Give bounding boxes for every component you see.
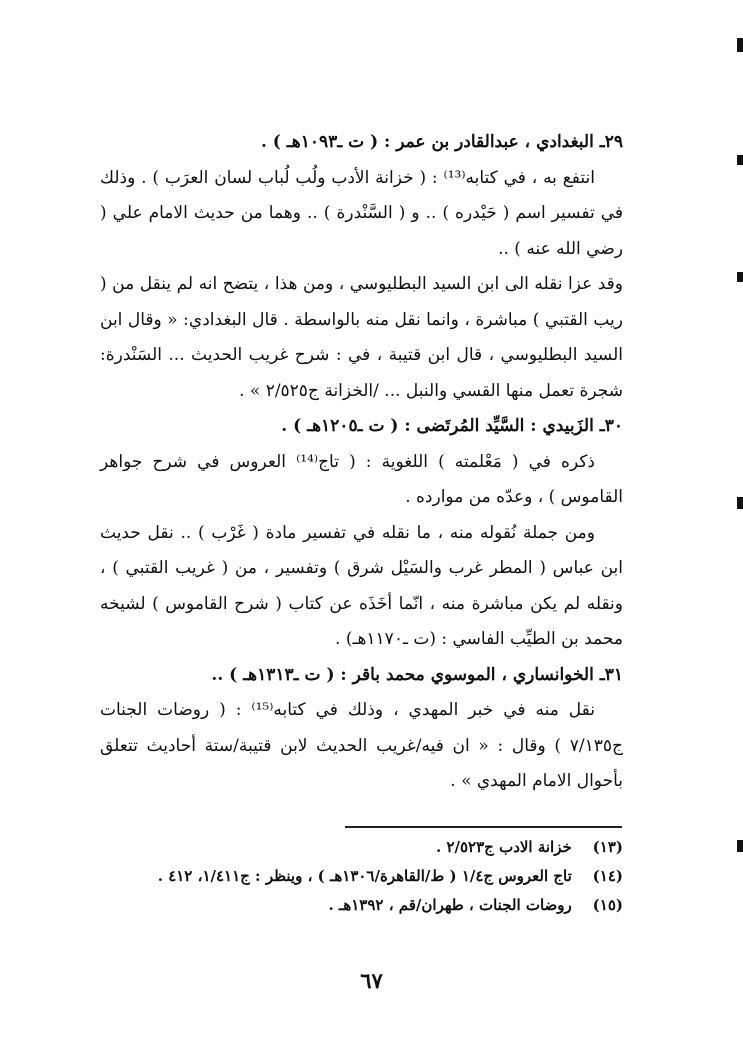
entry-30	[100, 409, 623, 658]
footnote-number: (١٣)	[592, 838, 623, 856]
footnotes	[100, 834, 623, 921]
entry-heading: ٣١ـ الخوانساري ، الموسوي محمد باقر : ( ت ـ١٣١٣هـ ) ..	[211, 664, 623, 685]
footnote-text: روضات الجنات ، طهران/قم ، ١٣٩٢هـ .	[328, 896, 572, 914]
footnote-text: تاج العروس ج١/٤ ( ط/القاهرة/١٣٠٦هـ ) ، وينظر : ج١/٤١١، ٤١٢ .	[157, 867, 572, 885]
footnote-text: خزانة الادب ج٢/٥٢٣ .	[436, 838, 572, 856]
footnote-number: (١٤)	[592, 867, 623, 885]
scan-edge-mark	[737, 840, 743, 852]
footnote-14	[100, 863, 623, 890]
footnote-13	[100, 834, 623, 861]
entry-paragraph: ومن جملة نُقوله منه ، ما نقله في تفسير مادة ( غَرْب ) .. نقل حديث ابن عباس ( المطر غرب والسَيْل شرق ) وتفسير ، من ( غريب القتبي ) ، ونقله لم يكن مباشرة منه ، انّما أخَذَه عن كتاب ( شرح القاموس ) لشيخه محمد بن الطيِّب الفاسي : (ت ـ١١٧٠هـ) .	[100, 522, 623, 649]
entry-31	[100, 658, 623, 800]
page-number: ٦٧	[360, 968, 383, 993]
footnote-number: (١٥)	[592, 896, 623, 914]
page-body	[100, 125, 623, 800]
entry-heading: ٣٠ـ الزَبيدي : السَّيِّد المُرتَضى : ( ت ـ١٢٠٥هـ ) .	[281, 416, 623, 436]
entry-paragraph: وقد عزا نقله الى ابن السيد البطليوسي ، ومن هذا ، يتضح انه لم ينقل من ( ريب القتبي ) مباشرة ، وانما نقل منه بالواسطة . قال البغدادي: « وقال ابن السيد البطليوسي ، قال ابن قتيبة ، في : شرح غريب الحديث ... السَنْدرة: شجرة تعمل منها القسي والنبل ... /الخزانة ج٢/٥٢٥ » .	[100, 274, 623, 401]
scan-edge-mark	[737, 38, 743, 52]
entry-paragraph: انتفع به ، في كتابه⁽¹³⁾ : ( خزانة الأدب ولُب لُباب لسان العرَب ) . وذلك في تفسير اسم ( حَيْدره ) .. و ( السَّنْدرة ) .. وهما من حديث الامام علي ( رضي الله عنه ) ..	[100, 167, 623, 259]
entry-heading: ٢٩ـ البغدادي ، عبدالقادر بن عمر : ( ت ـ١٠٩٣هـ ) .	[260, 132, 623, 152]
scan-edge-mark	[737, 497, 743, 509]
footnote-15	[100, 892, 623, 919]
entry-paragraph: ذكره في ( مَعْلمته ) اللغوية : ( تاج⁽¹⁴⁾ العروس في شرح جواهر القاموس ) ، وعدّه من موارده .	[100, 451, 623, 507]
scan-edge-mark	[737, 272, 743, 282]
footnote-divider	[345, 826, 622, 828]
scan-edge-mark	[737, 155, 743, 165]
entry-29	[100, 125, 623, 409]
entry-paragraph: نقل منه في خبر المهدي ، وذلك في كتابه⁽¹⁵⁾ : ( روضات الجنات ج٧/١٣٥ ) وقال : « ان فيه/غريب الحديث لابن قتيبة/ستة أحاديث تتعلق بأحوال الامام المهدي » .	[100, 700, 623, 791]
